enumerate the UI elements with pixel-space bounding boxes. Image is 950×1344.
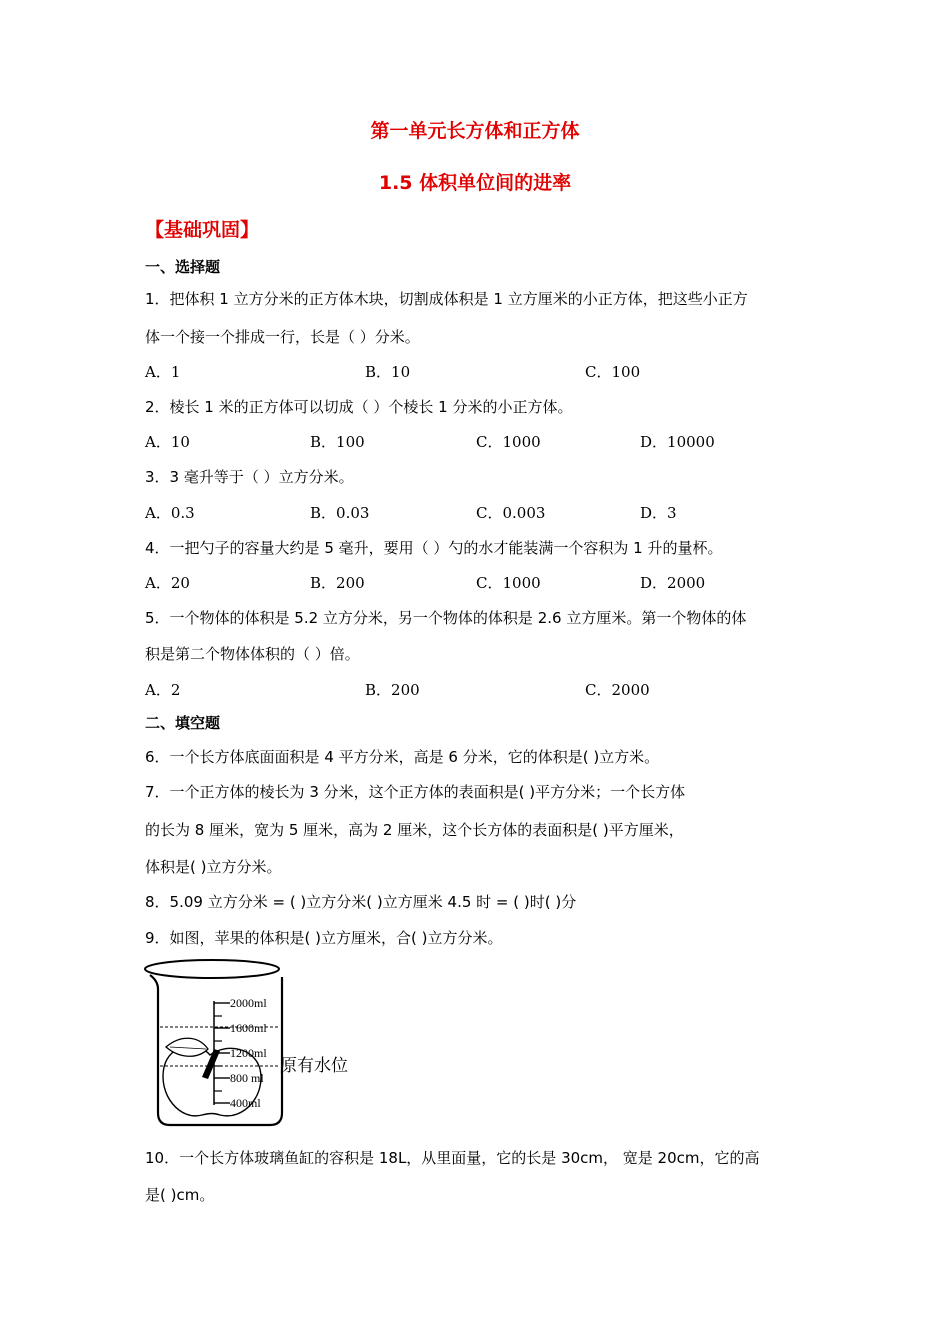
q4-option-d[interactable]: D．2000 — [640, 574, 706, 592]
q2-option-d[interactable]: D．10000 — [640, 433, 715, 451]
q7-line2: 的长为 8 厘米，宽为 5 厘米，高为 2 厘米，这个长方体的表面积是( )平方厘米， — [145, 821, 684, 839]
q4-option-a[interactable]: A．20 — [145, 574, 190, 592]
q1-option-b[interactable]: B．10 — [365, 363, 411, 381]
q5-option-a[interactable]: A．2 — [145, 681, 181, 699]
mark-400: 400ml — [230, 1096, 261, 1110]
page-subtitle: 1.5 体积单位间的进率 — [378, 172, 572, 194]
section-choice: 一、选择题 — [145, 258, 221, 276]
q1-option-c[interactable]: C．100 — [585, 363, 641, 381]
q10-line1: 10．一个长方体玻璃鱼缸的容积是 18L，从里面量，它的长是 30cm， 宽是 20cm，它的高 — [145, 1149, 760, 1167]
q3-option-d[interactable]: D．3 — [640, 504, 677, 522]
q4-option-b[interactable]: B．200 — [310, 574, 365, 592]
section-fill: 二、填空题 — [145, 714, 221, 732]
beaker-figure — [140, 955, 370, 1135]
original-level-label: 原有水位 — [280, 1056, 348, 1076]
page-title: 第一单元长方体和正方体 — [370, 120, 580, 142]
q1-line2: 体一个接一个排成一行，长是（ ）分米。 — [145, 328, 420, 346]
mark-800: 800 ml — [230, 1071, 264, 1085]
q10-line2: 是( )cm。 — [145, 1186, 215, 1204]
section-basic: 【基础巩固】 — [145, 219, 260, 241]
mark-2000: 2000ml — [230, 996, 267, 1010]
q2-line1: 2．棱长 1 米的正方体可以切成（ ）个棱长 1 分米的小正方体。 — [145, 398, 573, 416]
mark-1600: 1600ml — [230, 1021, 267, 1035]
q3-option-a[interactable]: A．0.3 — [145, 504, 195, 522]
q5-option-c[interactable]: C．2000 — [585, 681, 650, 699]
q1-line1: 1．把体积 1 立方分米的正方体木块，切割成体积是 1 立方厘米的小正方体，把这些小正方 — [145, 290, 748, 308]
q8-line1: 8．5.09 立方分米 = ( )立方分米( )立方厘米 4.5 时 = ( )时( )分 — [145, 893, 577, 911]
q3-line1: 3．3 毫升等于（ ）立方分米。 — [145, 468, 354, 486]
q9-line1: 9．如图，苹果的体积是( )立方厘米，合( )立方分米。 — [145, 929, 503, 947]
q4-line1: 4．一把勺子的容量大约是 5 毫升，要用（ ）勺的水才能装满一个容积为 1 升的量杯。 — [145, 539, 723, 557]
q6-line1: 6．一个长方体底面面积是 4 平方分米，高是 6 分米，它的体积是( )立方米。 — [145, 748, 660, 766]
q2-option-a[interactable]: A．10 — [145, 433, 190, 451]
mark-1200: 1200ml — [230, 1046, 267, 1060]
q1-option-a[interactable]: A．1 — [145, 363, 181, 381]
q2-option-b[interactable]: B．100 — [310, 433, 365, 451]
q3-option-b[interactable]: B．0.03 — [310, 504, 370, 522]
q3-option-c[interactable]: C．0.003 — [476, 504, 546, 522]
q4-option-c[interactable]: C．1000 — [476, 574, 541, 592]
q2-option-c[interactable]: C．1000 — [476, 433, 541, 451]
q5-line1: 5．一个物体的体积是 5.2 立方分米，另一个物体的体积是 2.6 立方厘米。第一个物体的体 — [145, 609, 747, 627]
q5-line2: 积是第二个物体体积的（ ）倍。 — [145, 645, 360, 663]
beaker-rim — [145, 960, 279, 978]
q5-option-b[interactable]: B．200 — [365, 681, 420, 699]
q7-line1: 7．一个正方体的棱长为 3 分米，这个正方体的表面积是( )平方分米；一个长方体 — [145, 783, 686, 801]
q7-line3: 体积是( )立方分米。 — [145, 858, 282, 876]
